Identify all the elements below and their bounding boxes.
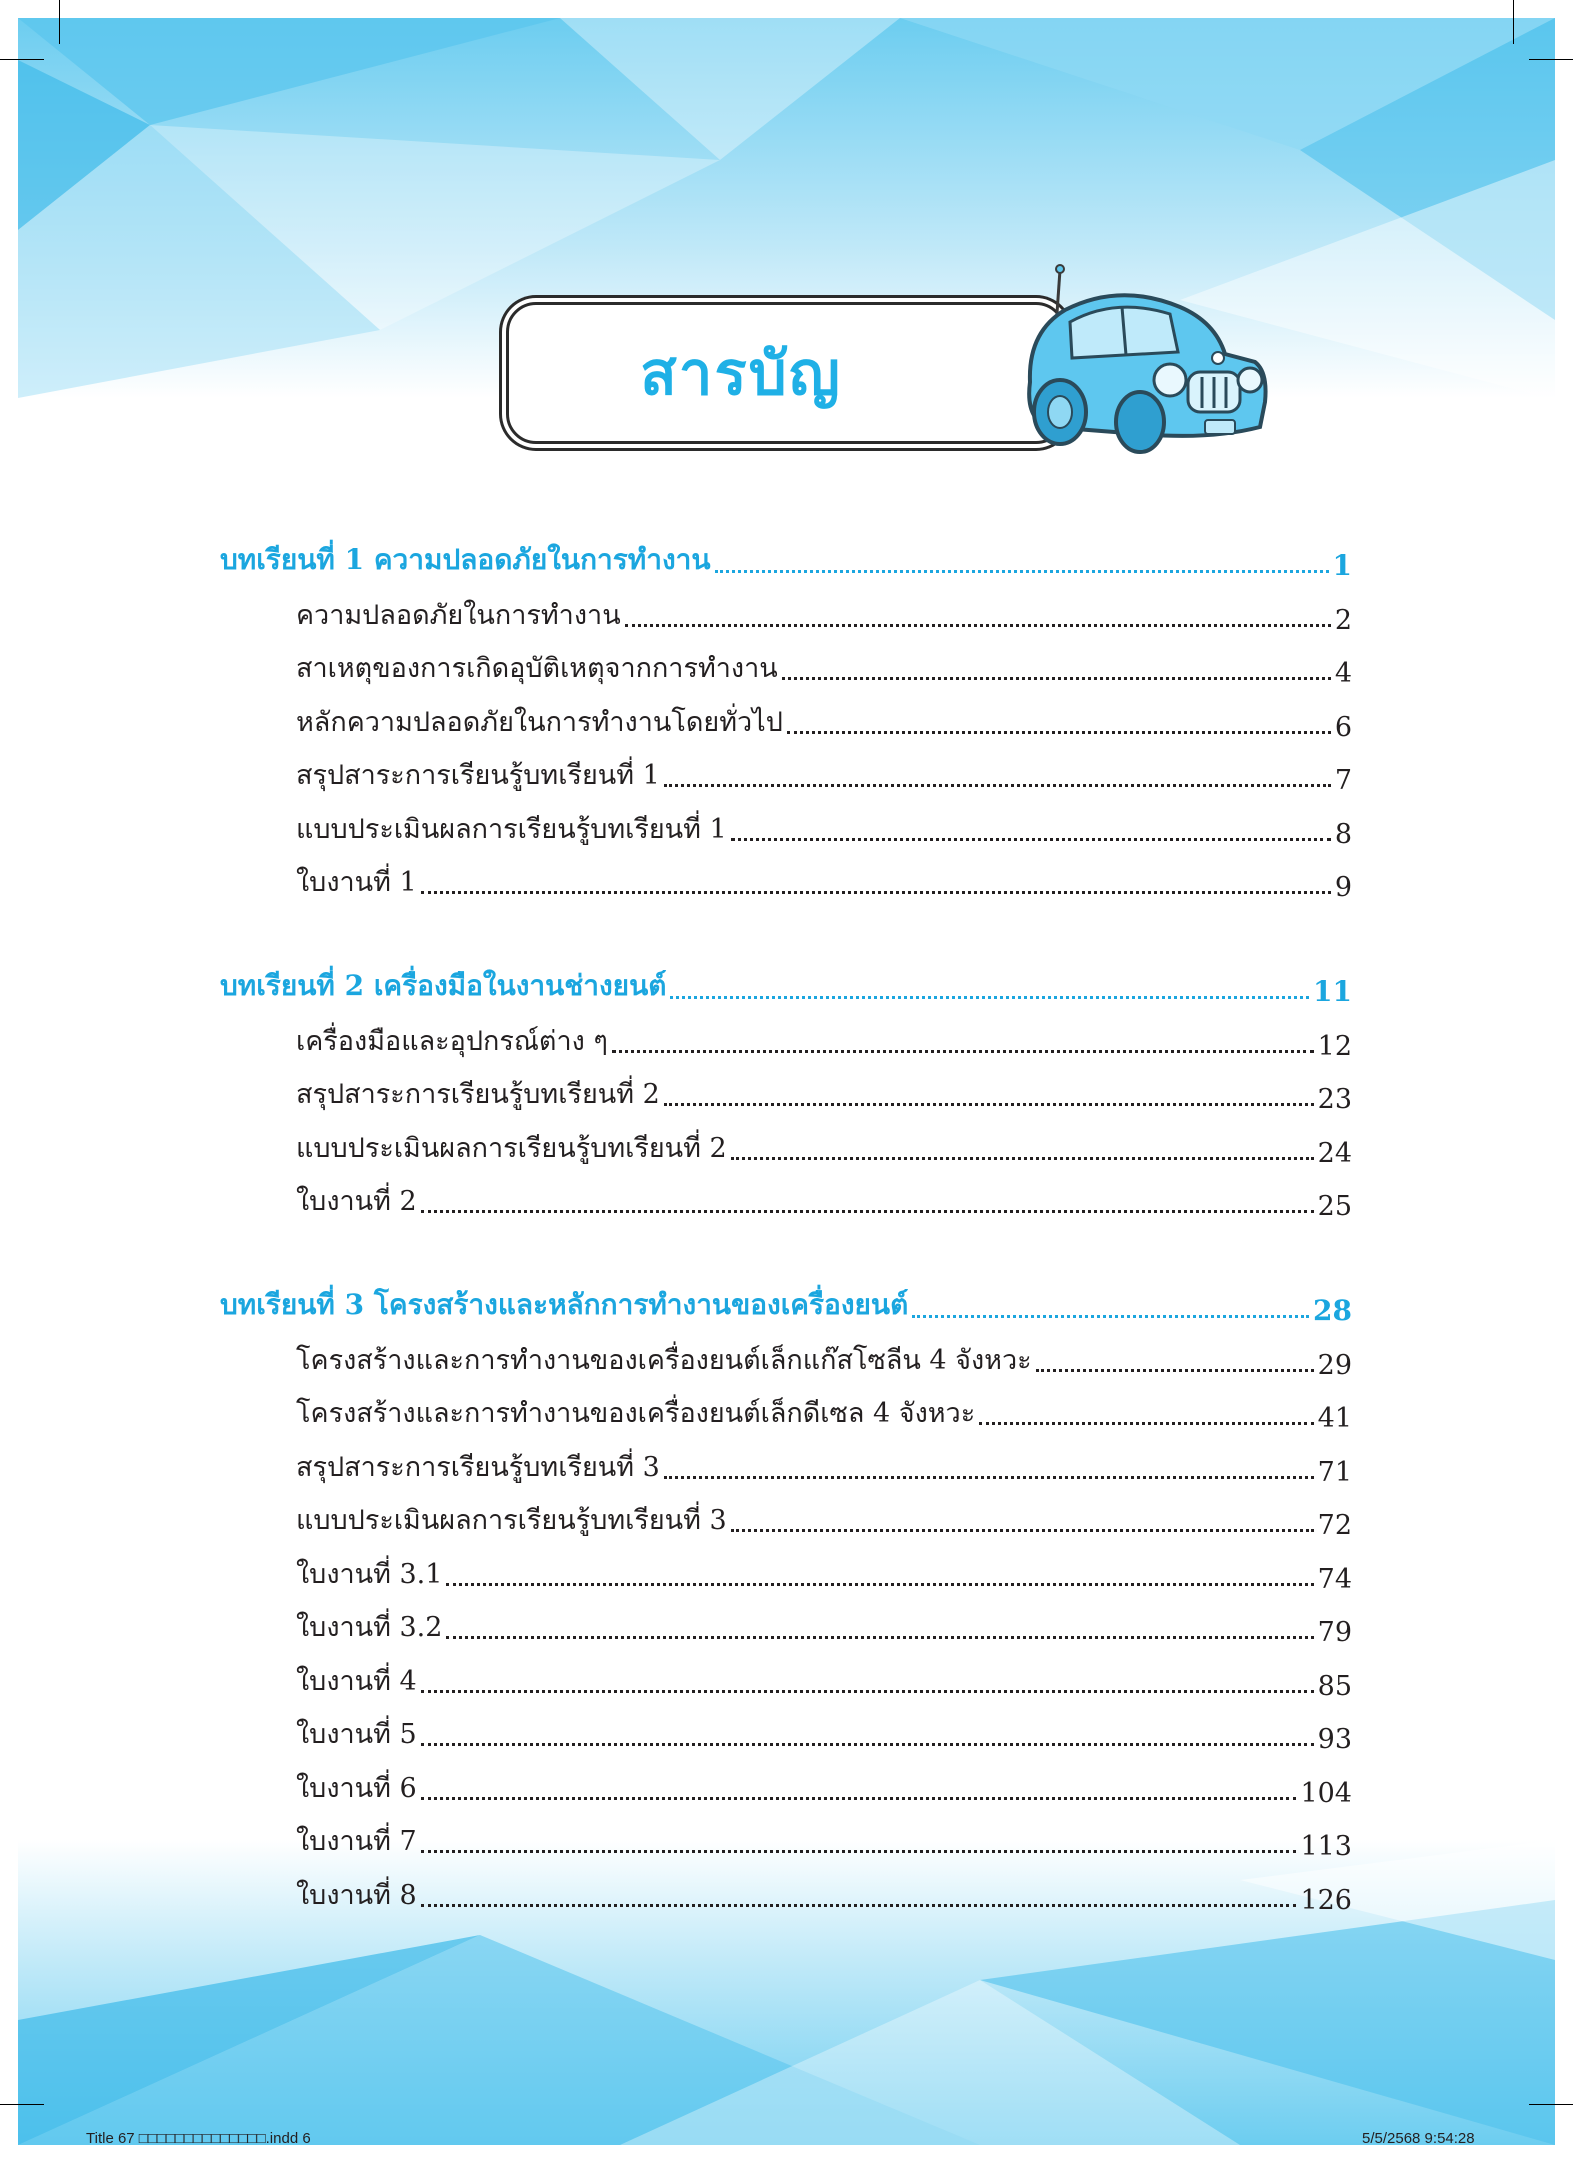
toc-entry[interactable] [296, 1545, 1352, 1595]
toc-entry[interactable] [296, 746, 1352, 796]
dot-leader [979, 1422, 1313, 1425]
toc-entry[interactable] [296, 693, 1352, 743]
toc-entry-label: สาเหตุของการเกิดอุบัติเหตุจากการทำงาน [296, 653, 778, 684]
toc-entry-page-number: 29 [1317, 1350, 1352, 1381]
dot-leader [787, 731, 1331, 734]
toc-section-heading-label: บทเรียนที่ 3 โครงสร้างและหลักการทำงานของเครื่องยนต์ [220, 1288, 909, 1321]
dot-leader [731, 1157, 1314, 1160]
dot-leader [421, 891, 1331, 894]
toc-entry-page-number: 6 [1334, 712, 1352, 743]
toc-entry-page-number: 113 [1300, 1831, 1352, 1862]
toc-entry-label: ใบงานที่ 1 [296, 867, 417, 898]
toc-entry[interactable] [296, 1172, 1352, 1222]
dot-leader [421, 1797, 1297, 1800]
dot-leader [446, 1636, 1313, 1639]
dot-leader [1036, 1369, 1314, 1372]
toc-entry-page-number: 74 [1317, 1564, 1352, 1595]
toc-section-heading-page-number: 1 [1332, 549, 1352, 582]
toc-section-heading[interactable] [220, 1277, 1352, 1327]
toc-entry[interactable] [296, 586, 1352, 636]
toc-entry-label: ใบงานที่ 3.2 [296, 1612, 443, 1643]
toc-section-heading-label: บทเรียนที่ 1 ความปลอดภัยในการทำงาน [220, 543, 711, 576]
toc-entry-label: ใบงานที่ 6 [296, 1773, 417, 1804]
toc-entry-label: โครงสร้างและการทำงานของเครื่องยนต์เล็กดีเซล 4 จังหวะ [296, 1398, 976, 1429]
toc-entry-page-number: 79 [1317, 1617, 1352, 1648]
toc-entry[interactable] [296, 1759, 1352, 1809]
toc-section-heading-page-number: 28 [1313, 1294, 1352, 1327]
toc-entry-label: สรุปสาระการเรียนรู้บทเรียนที่ 1 [296, 760, 660, 791]
dot-leader [421, 1743, 1314, 1746]
toc-entry[interactable] [296, 1652, 1352, 1702]
dot-leader [421, 1904, 1297, 1907]
toc-entry-label: ความปลอดภัยในการทำงาน [296, 600, 621, 631]
toc-entry-page-number: 71 [1317, 1457, 1352, 1488]
toc-entry[interactable] [296, 800, 1352, 850]
toc-entry-label: ใบงานที่ 7 [296, 1826, 417, 1857]
toc-entry[interactable] [296, 1866, 1352, 1916]
toc-entry-label: ใบงานที่ 3.1 [296, 1559, 443, 1590]
toc-entry[interactable] [296, 853, 1352, 903]
toc-entry[interactable] [296, 1705, 1352, 1755]
toc-entry-label: แบบประเมินผลการเรียนรู้บทเรียนที่ 2 [296, 1133, 727, 1164]
toc-section-heading[interactable] [220, 532, 1352, 582]
toc-entry-page-number: 23 [1317, 1084, 1352, 1115]
toc-entry-label: สรุปสาระการเรียนรู้บทเรียนที่ 3 [296, 1452, 660, 1483]
toc-entry[interactable] [296, 1331, 1352, 1381]
toc-entry-page-number: 41 [1317, 1403, 1352, 1434]
dot-leader [612, 1050, 1314, 1053]
toc-entry-page-number: 93 [1317, 1724, 1352, 1755]
toc-entry[interactable] [296, 1065, 1352, 1115]
toc-entry-page-number: 24 [1317, 1138, 1352, 1169]
dot-leader [625, 624, 1331, 627]
toc-entry-label: เครื่องมือและอุปกรณ์ต่าง ๆ [296, 1026, 608, 1057]
toc-section-heading-page-number: 11 [1313, 975, 1352, 1008]
toc-section-heading[interactable] [220, 958, 1352, 1008]
toc-entry-page-number: 104 [1300, 1778, 1352, 1809]
toc-entry-page-number: 72 [1317, 1510, 1352, 1541]
toc-entry[interactable] [296, 1384, 1352, 1434]
dot-leader [446, 1583, 1313, 1586]
toc-entry-page-number: 2 [1334, 605, 1352, 636]
toc-entry-label: ใบงานที่ 5 [296, 1719, 417, 1750]
dot-leader [731, 838, 1331, 841]
toc-entry-label: ใบงานที่ 2 [296, 1186, 417, 1217]
toc-entry-page-number: 4 [1334, 658, 1352, 689]
dot-leader [912, 1315, 1309, 1318]
toc-entry-label: โครงสร้างและการทำงานของเครื่องยนต์เล็กแก๊สโซลีน 4 จังหวะ [296, 1345, 1032, 1376]
toc-entry[interactable] [296, 639, 1352, 689]
dot-leader [421, 1850, 1297, 1853]
toc-entry-page-number: 9 [1334, 872, 1352, 903]
toc-entry-label: สรุปสาระการเรียนรู้บทเรียนที่ 2 [296, 1079, 660, 1110]
dot-leader [664, 784, 1331, 787]
print-slug-file: Title 67 □□□□□□□□□□□□□□.indd 6 [86, 2130, 311, 2147]
toc-entry[interactable] [296, 1491, 1352, 1541]
toc-entry-page-number: 126 [1300, 1885, 1352, 1916]
toc-entry-page-number: 85 [1317, 1671, 1352, 1702]
toc-entry[interactable] [296, 1812, 1352, 1862]
toc-entry[interactable] [296, 1598, 1352, 1648]
toc-entry-page-number: 7 [1334, 765, 1352, 796]
toc-entry-page-number: 12 [1317, 1031, 1352, 1062]
toc-entry[interactable] [296, 1119, 1352, 1169]
toc-entry-label: ใบงานที่ 4 [296, 1666, 417, 1697]
toc-entry-label: หลักความปลอดภัยในการทำงานโดยทั่วไป [296, 707, 783, 738]
dot-leader [670, 996, 1309, 999]
dot-leader [421, 1210, 1314, 1213]
dot-leader [715, 570, 1329, 573]
toc-entry[interactable] [296, 1438, 1352, 1488]
dot-leader [731, 1529, 1314, 1532]
toc-entry-label: ใบงานที่ 8 [296, 1880, 417, 1911]
dot-leader [664, 1103, 1314, 1106]
dot-leader [421, 1690, 1314, 1693]
dot-leader [782, 677, 1331, 680]
page-title: สารบัญ [640, 338, 842, 409]
toc-entry-label: แบบประเมินผลการเรียนรู้บทเรียนที่ 1 [296, 814, 727, 845]
toc-entry-page-number: 25 [1317, 1191, 1352, 1222]
toc-entry-label: แบบประเมินผลการเรียนรู้บทเรียนที่ 3 [296, 1505, 727, 1536]
toc-entry-page-number: 8 [1334, 819, 1352, 850]
print-slug-timestamp: 5/5/2568 9:54:28 [1362, 2130, 1475, 2147]
toc-section-heading-label: บทเรียนที่ 2 เครื่องมือในงานช่างยนต์ [220, 969, 667, 1002]
toc-entry[interactable] [296, 1012, 1352, 1062]
dot-leader [664, 1476, 1314, 1479]
